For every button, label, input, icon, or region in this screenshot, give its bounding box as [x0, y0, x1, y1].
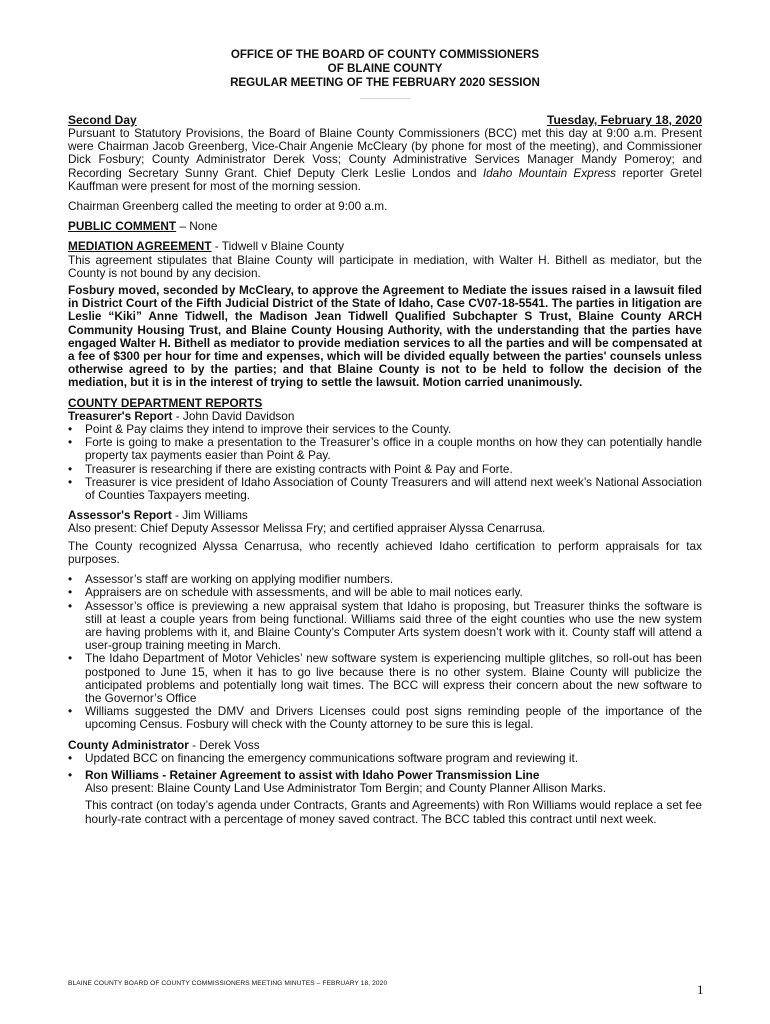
mediation-text: This agreement stipulates that Blaine County will participate in mediation, with Walter H. Bithell as mediator, but the County is not bound by any decision. — [68, 252, 702, 280]
list-item: • The Idaho Department of Motor Vehicles’ new software system is experiencing multiple glitches, so roll-out has been postponed to June 15, when it has to go live because there is no other system. Blaine County will publicize the anticipated problems and potentially long wait times. The BCC will express their concern about the new software to the Governor’s Office — [68, 652, 702, 705]
assessor-list — [68, 573, 702, 731]
list-item: • Forte is going to make a presentation to the Treasurer’s office in a couple months on how they can potentially handle property tax payments easier than Point & Pay. — [68, 436, 702, 462]
header-divider — [360, 98, 410, 99]
dept-reports-heading: COUNTY DEPARTMENT REPORTS — [68, 395, 263, 410]
treasurer-heading: Treasurer's Report - John David Davidson — [68, 408, 295, 423]
mediation-heading: MEDIATION AGREEMENT — [68, 239, 212, 254]
document-header — [68, 48, 702, 90]
treasurer-list — [68, 423, 702, 502]
day-label: Second Day — [68, 113, 137, 127]
day-line — [68, 113, 702, 127]
list-item — [68, 769, 702, 826]
call-to-order: Chairman Greenberg called the meeting to order at 9:00 a.m. — [68, 199, 388, 214]
public-comment: PUBLIC COMMENT – None — [68, 219, 218, 234]
assessor-heading: Assessor's Report - Jim Williams — [68, 508, 248, 523]
header-line-3: REGULAR MEETING OF THE FEBRUARY 2020 SESSION — [230, 76, 540, 89]
list-item: • Appraisers are on schedule with assessments, and will be able to mail notices early. — [68, 586, 702, 599]
page-footer: BLAINE COUNTY BOARD OF COUNTY COMMISSIONERS MEETING MINUTES – FEBRUARY 18, 2020 — [68, 980, 388, 987]
minutes-page — [68, 48, 702, 826]
retainer-also-present: Also present: Blaine County Land Use Administrator Tom Bergin; and County Planner Allison Marks. — [85, 781, 607, 796]
list-item: • Treasurer is researching if there are existing contracts with Point & Pay and Forte. — [68, 463, 702, 476]
list-item: • Assessor’s staff are working on applying modifier numbers. — [68, 573, 702, 586]
list-item: • Treasurer is vice president of Idaho Association of County Treasurers and will attend next week’s National Association of Counties Taxpayers meeting. — [68, 476, 702, 502]
retainer-text: This contract (on today’s agenda under Contracts, Grants and Agreements) with Ron Williams would replace a set fee hourly-rate contract with a percentage of money saved contract. The BCC tabled this contract until next week. — [85, 798, 702, 826]
administrator-list — [68, 752, 702, 826]
list-item: • Assessor’s office is previewing a new appraisal system that Idaho is proposing, but Treasurer thinks the software is still at least a couple years from being functional. Williams said three of the eight counties who use the new system are having problems with it, and Blaine County’s Computer Arts system doesn’t work with it. County staff will attend a user-group training meeting in March. — [68, 600, 702, 653]
header-line-2: OF BLAINE COUNTY — [327, 62, 443, 75]
list-item: • Updated BCC on financing the emergency communications software program and reviewing it. — [68, 752, 702, 765]
meeting-date: Tuesday, February 18, 2020 — [547, 113, 702, 127]
retainer-agreement-title: Ron Williams - Retainer Agreement to assist with Idaho Power Transmission Line — [85, 767, 540, 782]
header-line-1: OFFICE OF THE BOARD OF COUNTY COMMISSIONERS — [230, 48, 540, 61]
intro-paragraph: Pursuant to Statutory Provisions, the Board of Blaine County Commissioners (BCC) met this day at 9:00 a.m. Present were Chairman Jacob Greenberg, Vice-Chair Angenie McCleary (by phone for most of the meeting), and Commissioner Dick Fosbury; County Administrator Derek Voss; County Administrative Services Manager Mandy Pomeroy; and Recording Secretary Sunny Grant. Chief Deputy Clerk Leslie Londos and Idaho Mountain Express reporter Gretel Kauffman were present for most of the morning session. — [68, 126, 702, 193]
page-number: 1 — [697, 982, 704, 997]
mediation-motion: Fosbury moved, seconded by McCleary, to approve the Agreement to Mediate the issues raised in a lawsuit filed in District Court of the Fifth Judicial District of the State of Idaho, Case CV07-18-5541. The parties in litigation are Leslie “Kiki” Anne Tidwell, the Madison Jean Tidwell Qualified Subchapter S Trust, Blaine County ARCH Community Housing Trust, and Blaine County Housing Authority, with the understanding that the parties have engaged Walter H. Bithell as mediator to provide mediation services to all the parties and will be compensated at a fee of $300 per hour for time and expenses, which will be divided equally between the parties' counsels unless otherwise agreed to by the parties; and that Blaine County is not to be held to follow the decision of the mediation, but it is in the interest of trying to settle the lawsuit. Motion carried unanimously. — [68, 283, 702, 390]
list-item: • Williams suggested the DMV and Drivers Licenses could post signs reminding people of the importance of the upcoming Census. Fosbury will check with the County attorney to be sure this is legal. — [68, 705, 702, 731]
administrator-heading: County Administrator - Derek Voss — [68, 737, 260, 752]
newspaper-name: Idaho Mountain Express — [482, 165, 617, 180]
public-comment-heading: PUBLIC COMMENT — [68, 219, 177, 234]
assessor-recognition: The County recognized Alyssa Cenarrusa, who recently achieved Idaho certification to perform appraisals for tax purposes. — [68, 538, 702, 566]
assessor-also-present: Also present: Chief Deputy Assessor Melissa Fry; and certified appraiser Alyssa Cenarrusa. — [68, 521, 546, 536]
list-item: • Point & Pay claims they intend to improve their services to the County. — [68, 423, 702, 436]
mediation-heading-line: MEDIATION AGREEMENT - Tidwell v Blaine County — [68, 239, 344, 254]
